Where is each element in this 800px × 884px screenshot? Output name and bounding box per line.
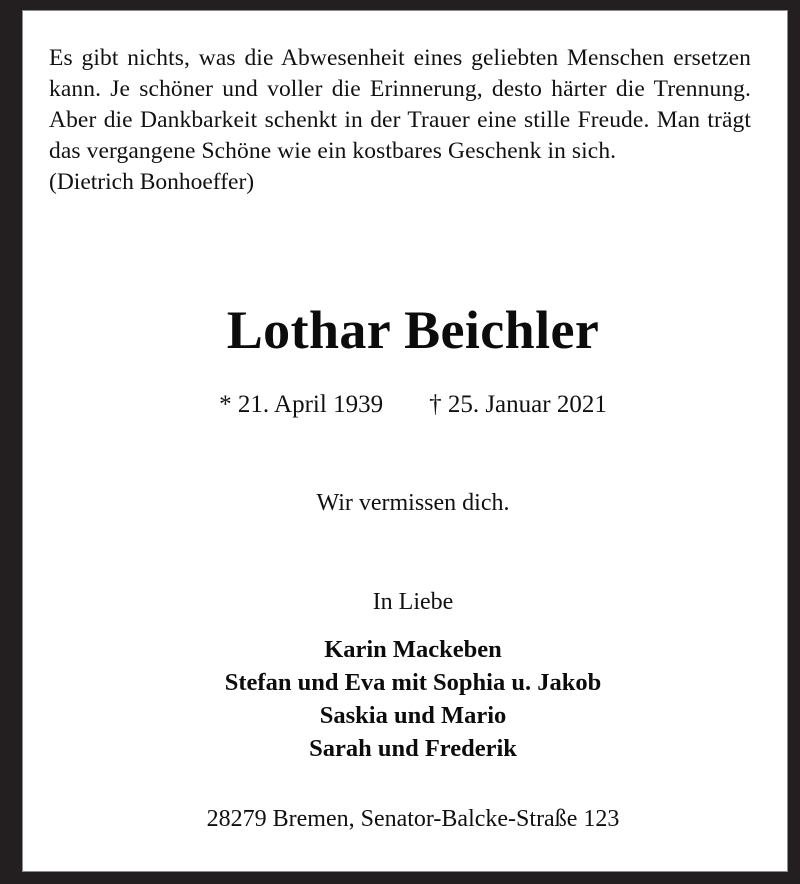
- deceased-name: Lothar Beichler: [226, 300, 600, 360]
- mourner-name: Stefan und Eva mit Sophia u. Jakob: [224, 669, 602, 696]
- death-date-group: [429, 389, 607, 421]
- mourner-name: Karin Mackeben: [324, 636, 502, 663]
- mourner-name: Sarah und Frederik: [309, 735, 517, 762]
- missing-message: Wir vermissen dich.: [316, 490, 510, 516]
- mourners-block: [23, 587, 788, 765]
- quote-block: [49, 43, 751, 198]
- life-dates-row: [23, 389, 788, 421]
- birth-date-group: [219, 389, 383, 421]
- birth-date: 21. April 1939: [237, 391, 384, 418]
- mourner-name: Saskia und Mario: [319, 702, 507, 729]
- mourners-intro: In Liebe: [372, 589, 454, 615]
- quote-text: Es gibt nichts, was die Abwesenheit eines geliebten Menschen ersetzen kann. Je schöner und voller die Erinnerung, desto härter die Trennung. Aber die Dankbarkeit schenkt in der Trauer eine stille Freude. Man trägt das vergangene Schöne wie ein kostbares Geschenk in sich.: [49, 45, 751, 164]
- quote-author: (Dietrich Bonhoeffer): [49, 169, 255, 195]
- death-cross-icon: †: [429, 391, 442, 418]
- death-date: 25. Januar 2021: [447, 391, 607, 418]
- deceased-name-block: [23, 299, 788, 361]
- birth-star-icon: *: [219, 391, 232, 418]
- obituary-card: [22, 10, 788, 872]
- address-line: 28279 Bremen, Senator-Balcke-Straße 123: [206, 806, 620, 832]
